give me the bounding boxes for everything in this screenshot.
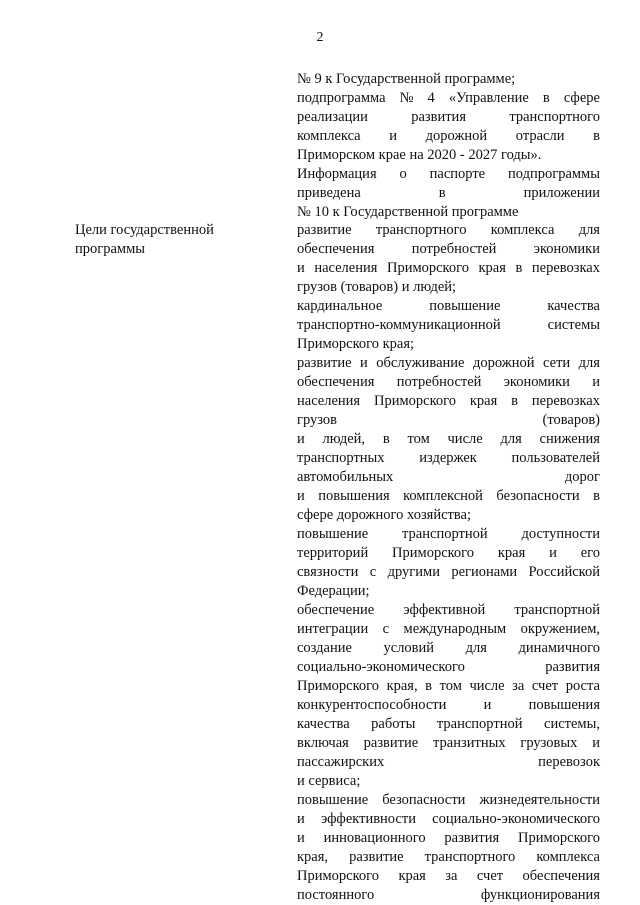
word: сети [543, 355, 571, 371]
word: сфере [563, 90, 600, 106]
word: развитие [297, 355, 352, 371]
word: и [297, 260, 305, 276]
word: края [497, 545, 526, 561]
goals-line [297, 639, 600, 658]
word: подпрограммы [508, 166, 600, 182]
word: обслуживание [376, 355, 465, 371]
word: развитие [297, 222, 352, 238]
word: в [425, 678, 433, 694]
word: роста [565, 678, 600, 694]
word: транспортной [436, 716, 523, 732]
word: Приморского [518, 830, 600, 846]
word: Приморского [392, 545, 475, 561]
goals-line [297, 411, 600, 430]
goals-line: и сервиса; [297, 773, 361, 789]
word: качества [547, 298, 600, 314]
word: и [297, 811, 305, 827]
program-info-block [297, 70, 600, 222]
word: края [478, 260, 506, 276]
word: перевозках [531, 393, 600, 409]
word: края [398, 868, 426, 884]
word: № [399, 90, 414, 106]
word: о [399, 166, 407, 182]
word: в [438, 185, 446, 201]
word: и [592, 374, 600, 390]
word: пассажирских [297, 754, 385, 770]
word: дорожной [425, 128, 488, 144]
word: социально-экономического [432, 811, 600, 827]
goals-line [297, 677, 600, 696]
word: и [592, 735, 600, 751]
word: за [512, 678, 525, 694]
program-info-line [297, 184, 600, 203]
word: инновационного [323, 830, 426, 846]
word: перевозок [538, 754, 600, 770]
word: включая [297, 735, 349, 751]
word: и [389, 128, 397, 144]
word: развития [444, 830, 500, 846]
word: издержек [419, 450, 477, 466]
word: экономики [533, 241, 600, 257]
word: края, [297, 849, 329, 865]
goals-line [297, 240, 600, 259]
word: транспортного [509, 109, 600, 125]
word: Приморского [297, 868, 379, 884]
word: приложении [523, 185, 600, 201]
goals-line [297, 886, 600, 905]
word: Российской [528, 564, 600, 580]
word: окружением, [520, 621, 600, 637]
word: комплекса [297, 128, 361, 144]
goals-label-line: Цели государственной [75, 222, 214, 238]
word: для [500, 431, 522, 447]
word: функционирования [480, 887, 600, 903]
word: комплексной [403, 488, 483, 504]
word: развития [545, 659, 600, 675]
word: том [439, 678, 462, 694]
word: в [593, 128, 600, 144]
word: жизнедеятельности [479, 792, 600, 808]
word: эффективной [403, 602, 486, 618]
word: дорожной [472, 355, 535, 371]
word: Приморского [297, 678, 379, 694]
goals-line [297, 848, 600, 867]
word: и [549, 545, 557, 561]
word: повышение [297, 526, 369, 542]
goals-line [297, 601, 600, 620]
word: отрасли [515, 128, 565, 144]
word: и [360, 355, 368, 371]
word: числе [447, 431, 483, 447]
word: края [469, 393, 498, 409]
goals-line [297, 696, 600, 715]
word: людей, [322, 431, 366, 447]
word: и [297, 830, 305, 846]
goals-line [297, 829, 600, 848]
word: комплекса [490, 222, 555, 238]
word: транзитных [433, 735, 506, 751]
word: развитие [349, 849, 404, 865]
word: повышение [297, 792, 369, 808]
goals-line [297, 544, 600, 563]
word: подпрограмма [297, 90, 386, 106]
goals-label [75, 221, 275, 259]
word: для [578, 355, 600, 371]
goals-line [297, 525, 600, 544]
goals-line [297, 658, 600, 677]
word: в [382, 431, 390, 447]
goals-line [297, 430, 600, 449]
word: Приморского [373, 393, 456, 409]
goals-line [297, 753, 600, 772]
goals-line: Приморского края; [297, 336, 415, 352]
word: населения [297, 393, 361, 409]
goals-line [297, 373, 600, 392]
goals-line [297, 316, 600, 335]
word: комплекса [536, 849, 600, 865]
word: реализации [297, 109, 368, 125]
goals-line: грузов (товаров) и людей; [297, 279, 457, 295]
word: создание [297, 640, 352, 656]
goals-line [297, 449, 600, 468]
word: Приморского [386, 260, 469, 276]
goals-line [297, 468, 600, 487]
word: работы [371, 716, 416, 732]
word: счет [476, 868, 504, 884]
word: транспортно-коммуникационной [297, 317, 501, 333]
word: регионами [451, 564, 518, 580]
word: (товаров) [542, 412, 600, 428]
word: в [593, 488, 600, 504]
program-info-line [297, 165, 600, 184]
program-info-line [297, 127, 600, 146]
word: для [578, 222, 600, 238]
word: Информация [297, 166, 377, 182]
program-info-line: Приморском крае на 2020 - 2027 годы». [297, 147, 542, 163]
word: 4 [427, 90, 435, 106]
word: развитие [363, 735, 419, 751]
word: повышения [318, 488, 390, 504]
goals-line [297, 715, 600, 734]
word: транспортного [424, 849, 516, 865]
goals-line [297, 221, 600, 240]
word: конкурентоспособности [297, 697, 447, 713]
word: потребностей [411, 241, 497, 257]
goals-line [297, 620, 600, 639]
word: счет [531, 678, 559, 694]
word: социально-экономического [297, 659, 465, 675]
word: с [382, 621, 390, 637]
word: снижения [539, 431, 600, 447]
word: экономики [503, 374, 570, 390]
program-info-line [297, 108, 600, 127]
goals-line: Федерации; [297, 583, 370, 599]
goals-line [297, 563, 600, 582]
word: «Управление [448, 90, 529, 106]
word: автомобильных [297, 469, 394, 485]
word: с [369, 564, 377, 580]
word: грузов [297, 412, 337, 428]
program-info-line: № 9 к Государственной программе; [297, 71, 516, 87]
word: международным [403, 621, 507, 637]
word: числе [469, 678, 505, 694]
word: безопасности [382, 792, 466, 808]
word: за [445, 868, 458, 884]
word: доступности [521, 526, 600, 542]
goals-line [297, 487, 600, 506]
program-info-line [297, 89, 600, 108]
goals-line [297, 354, 600, 373]
word: системы, [544, 716, 600, 732]
goals-text-block [297, 221, 600, 905]
goals-line [297, 791, 600, 810]
word: территорий [297, 545, 369, 561]
word: края, [386, 678, 418, 694]
word: транспортных [297, 450, 385, 466]
word: его [580, 545, 600, 561]
word: для [465, 640, 487, 656]
program-info-line: № 10 к Государственной программе [297, 204, 519, 220]
word: транспортного [375, 222, 467, 238]
word: обеспечения [297, 374, 375, 390]
word: транспортной [402, 526, 488, 542]
word: и [483, 697, 492, 713]
word: другими [387, 564, 440, 580]
word: обеспечения [522, 868, 600, 884]
goals-line [297, 297, 600, 316]
word: эффективности [320, 811, 416, 827]
word: повышение [429, 298, 501, 314]
word: системы [547, 317, 600, 333]
word: динамичного [518, 640, 600, 656]
word: в [515, 260, 523, 276]
word: связности [297, 564, 359, 580]
goals-line [297, 734, 600, 753]
word: обеспечение [297, 602, 375, 618]
word: интеграции [297, 621, 369, 637]
word: транспортной [514, 602, 600, 618]
word: повышения [528, 697, 600, 713]
goals-line [297, 867, 600, 886]
goals-line [297, 392, 600, 411]
word: безопасности [496, 488, 580, 504]
word: качества [297, 716, 350, 732]
word: развития [411, 109, 466, 125]
word: кардинальное [297, 298, 383, 314]
word: грузовых [520, 735, 578, 751]
goals-line [297, 810, 600, 829]
word: в [511, 393, 518, 409]
goals-line: сфере дорожного хозяйства; [297, 507, 472, 523]
word: и [297, 431, 305, 447]
word: населения [314, 260, 378, 276]
word: потребностей [396, 374, 482, 390]
goals-line [297, 259, 600, 278]
word: пользователей [511, 450, 600, 466]
word: постоянного [297, 887, 375, 903]
word: приведена [297, 185, 361, 201]
word: и [297, 488, 305, 504]
word: дорог [564, 469, 600, 485]
word: условий [383, 640, 435, 656]
word: обеспечения [297, 241, 375, 257]
goals-label-line: программы [75, 241, 145, 257]
word: том [407, 431, 430, 447]
word: перевозках [531, 260, 600, 276]
word: паспорте [429, 166, 486, 182]
page-number: 2 [316, 30, 324, 45]
word: в [542, 90, 550, 106]
